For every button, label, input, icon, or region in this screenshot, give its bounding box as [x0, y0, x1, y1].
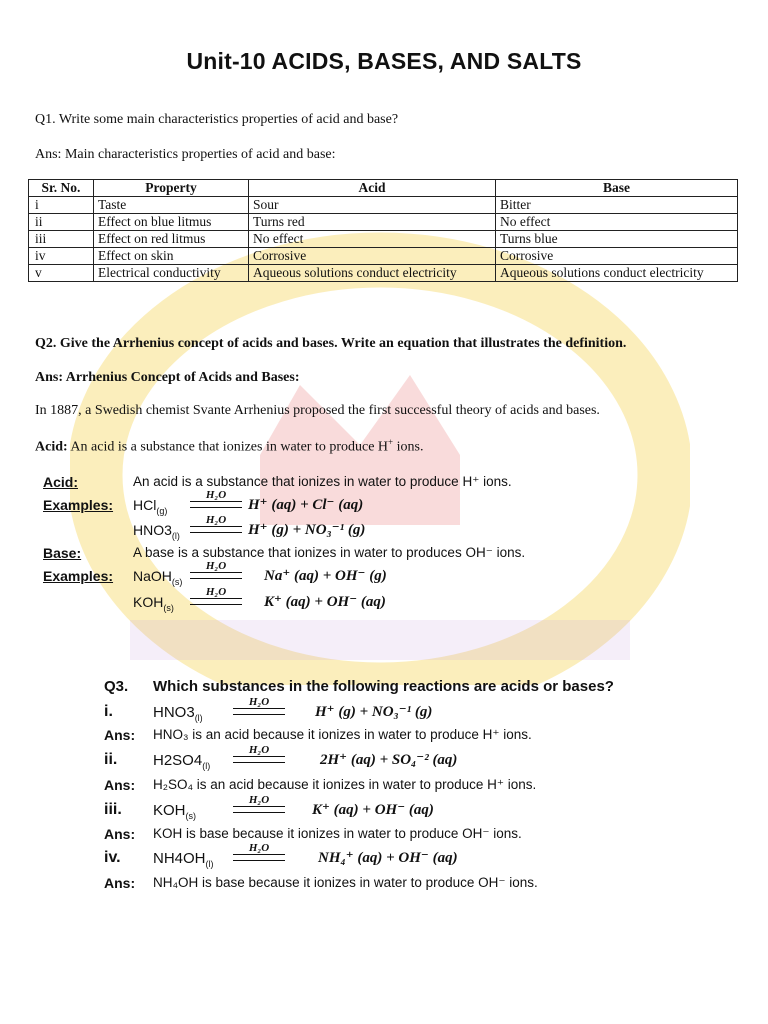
q3-item-arrow: H₂O	[233, 744, 285, 763]
base-eq1-products: Na⁺ (aq) + OH⁻ (g)	[264, 568, 387, 584]
q2-answer-heading: Ans: Arrhenius Concept of Acids and Bases:	[35, 370, 300, 385]
acid-eq2-arrow: H₂O	[190, 514, 242, 533]
page-title: Unit-10 ACIDS, BASES, AND SALTS	[186, 48, 582, 74]
q2-history: In 1887, a Swedish chemist Svante Arrhenius proposed the first successful theory of acids and bases.	[35, 403, 600, 418]
table-cell: Taste	[94, 197, 249, 214]
box-examples-label: Examples:	[43, 497, 114, 513]
column-header-sr-no: Sr. No.	[29, 180, 94, 197]
q3-number: Q3.	[104, 678, 129, 695]
q3-ans-label: Ans:	[104, 777, 136, 793]
box-acid-text: An acid is a substance that ionizes in water to produce H⁺ ions.	[133, 474, 512, 489]
q3-ans-text: KOH is base because it ionizes in water to produce OH⁻ ions.	[153, 826, 522, 841]
base-eq2-reactant: $KOH_{(s)}$	[133, 594, 174, 613]
table-cell: Effect on blue litmus	[94, 214, 249, 231]
acid-def-text: An acid is a substance that ionizes in water to produce H	[70, 439, 389, 455]
acid-def-sup: +	[388, 437, 394, 447]
q3-item-products: K⁺ (aq) + OH⁻ (aq)	[312, 802, 434, 818]
q3-item-reactant: $H2SO4_{(l)}$	[153, 752, 211, 771]
table-cell: i	[29, 197, 94, 214]
q3-question: Which substances in the following reactions are acids or bases?	[153, 678, 614, 695]
box-base-text: A base is a substance that ionizes in water to produces OH⁻ ions.	[133, 545, 526, 560]
table-cell: Turns red	[249, 214, 496, 231]
table-row	[29, 197, 738, 214]
table-cell: Corrosive	[249, 248, 496, 265]
acid-eq1-products: H⁺ (aq) + Cl⁻ (aq)	[248, 497, 364, 513]
table-cell: Aqueous solutions conduct electricity	[249, 265, 496, 282]
acid-def-end: ions.	[393, 439, 424, 455]
q1-question: Q1. Write some main characteristics properties of acid and base?	[35, 112, 399, 127]
table-cell: Effect on skin	[94, 248, 249, 265]
q3-item-products: H⁺ (g) + NO₃⁻¹ (g)	[315, 704, 433, 720]
base-eq2-arrow: H₂O	[190, 586, 242, 605]
table-cell: No effect	[496, 214, 738, 231]
base-eq1-arrow: H₂O	[190, 560, 242, 579]
q3-item-reactant: $HNO3_{(l)}$	[153, 704, 203, 723]
column-header-acid: Acid	[249, 180, 496, 197]
q3-item-arrow: H₂O	[233, 696, 285, 715]
q3-ans-label: Ans:	[104, 826, 136, 842]
table-row	[29, 265, 738, 282]
q3-item-number: i.	[104, 703, 113, 720]
q2-question: Q2. Give the Arrhenius concept of acids and bases. Write an equation that illustrates the definition.	[35, 336, 627, 351]
properties-table	[28, 179, 738, 282]
table-cell: iii	[29, 231, 94, 248]
q3-item-arrow: H₂O	[233, 794, 285, 813]
table-cell: ii	[29, 214, 94, 231]
q3-ans-text: H₂SO₄ is an acid because it ionizes in water to produce H⁺ ions.	[153, 777, 537, 792]
q3-item-reactant: $KOH_{(s)}$	[153, 802, 197, 821]
table-row	[29, 214, 738, 231]
acid-eq1-arrow: H₂O	[190, 489, 242, 508]
q3-item-products: 2H⁺ (aq) + SO₄⁻² (aq)	[320, 752, 458, 768]
table-row	[29, 248, 738, 265]
column-header-base: Base	[496, 180, 738, 197]
acid-eq1-reactant: HCl$_{(g)}$	[133, 497, 168, 516]
table-cell: Electrical conductivity	[94, 265, 249, 282]
table-cell: Effect on red litmus	[94, 231, 249, 248]
table-cell: v	[29, 265, 94, 282]
table-cell: No effect	[249, 231, 496, 248]
table-header-row	[29, 180, 738, 197]
table-cell: Bitter	[496, 197, 738, 214]
table-cell: Aqueous solutions conduct electricity	[496, 265, 738, 282]
q3-item-number: ii.	[104, 751, 118, 768]
box-acid-label: Acid:	[43, 474, 78, 490]
base-eq1-reactant: NaOH$_{(s)}$	[133, 568, 183, 587]
acid-eq2-reactant: $HNO3_{(l)}$	[133, 522, 180, 541]
base-eq2-products: K⁺ (aq) + OH⁻ (aq)	[264, 594, 386, 610]
q3-ans-text: HNO₃ is an acid because it ionizes in water to produce H⁺ ions.	[153, 727, 532, 742]
q2-acid-definition	[35, 437, 423, 456]
acid-label: Acid:	[35, 439, 68, 455]
table-row	[29, 231, 738, 248]
box-base-examples-label: Examples:	[43, 568, 114, 584]
table-cell: Sour	[249, 197, 496, 214]
q3-ans-label: Ans:	[104, 875, 136, 891]
table-cell: Corrosive	[496, 248, 738, 265]
q3-item-reactant: $NH4OH_{(l)}$	[153, 850, 214, 869]
table-cell: iv	[29, 248, 94, 265]
q3-item-arrow: H₂O	[233, 842, 285, 861]
q3-item-number: iv.	[104, 849, 121, 866]
table-cell: Turns blue	[496, 231, 738, 248]
column-header-property: Property	[94, 180, 249, 197]
q3-item-products: NH₄⁺ (aq) + OH⁻ (aq)	[318, 850, 458, 866]
box-base-label: Base:	[43, 545, 82, 561]
q3-item-number: iii.	[104, 801, 122, 818]
acid-eq2-products: H⁺ (g) + NO₃⁻¹ (g)	[248, 522, 366, 538]
q3-ans-text: NH₄OH is base because it ionizes in water to produce OH⁻ ions.	[153, 875, 538, 890]
q1-answer: Ans: Main characteristics properties of acid and base:	[35, 147, 336, 162]
q3-ans-label: Ans:	[104, 727, 136, 743]
